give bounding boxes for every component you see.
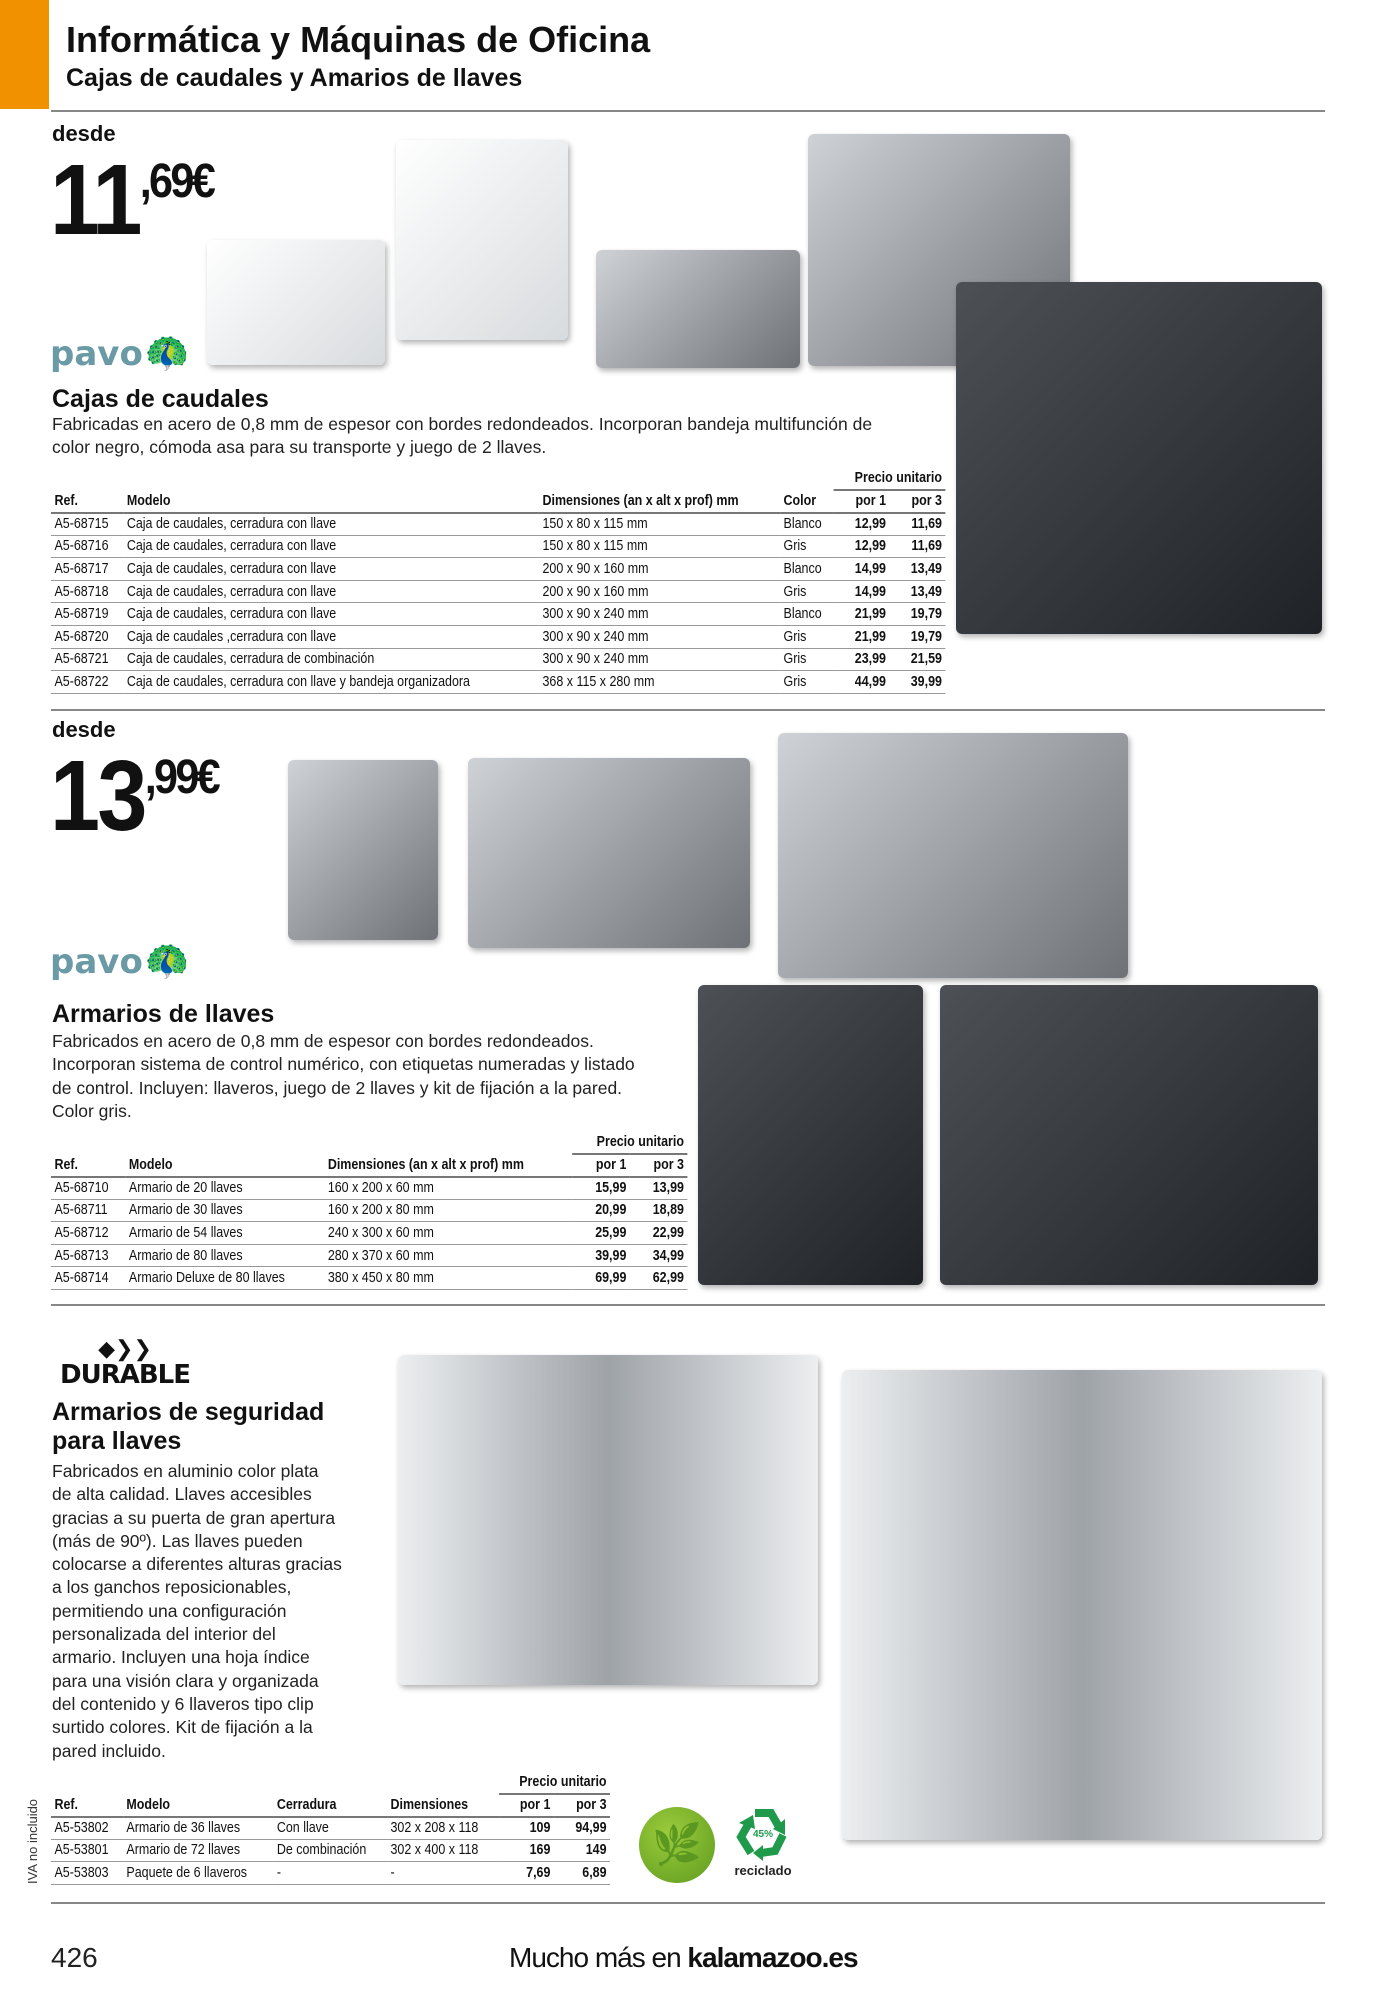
- table-cell: 21,99: [834, 603, 890, 626]
- table-cell: 23,99: [834, 648, 890, 671]
- table-cell: 39,99: [572, 1244, 630, 1267]
- table-cell: Armario de 20 llaves: [125, 1177, 324, 1200]
- table-cell: Gris: [780, 626, 833, 649]
- table-cell: Armario de 36 llaves: [123, 1817, 273, 1840]
- product-image-cash-box-white-open: [396, 140, 568, 340]
- table-cell: 39,99: [889, 671, 945, 694]
- product-table-security-cabinets: Precio unitario Ref. Modelo Cerradura Dimensiones por 1 por 3 A5-53802 Armario de 36 llaves Con llave 302 x 208 x 118 109 94,99 A5-53801 Armario de 72 llaves De combinación 302 x 400 x 118 169 149 A5-53803 Paquete de 6 llaveros - - 7,69 6,89: [51, 1770, 610, 1885]
- table-row: [51, 580, 945, 603]
- table-cell: 169: [499, 1839, 554, 1862]
- description-line: pared incluido.: [52, 1740, 166, 1761]
- table-cell: Blanco: [780, 558, 833, 581]
- product-image-security-cabinet-small: [398, 1355, 818, 1685]
- divider: [51, 1304, 1325, 1306]
- table-cell: 22,99: [630, 1222, 688, 1245]
- table-row: [51, 1267, 687, 1290]
- durable-chevron-icon: ◆❯❯: [98, 1336, 152, 1361]
- table-cell: Caja de caudales, cerradura con llave: [123, 558, 539, 581]
- table-cell: Armario de 72 llaves: [123, 1839, 273, 1862]
- table-cell: Blanco: [780, 603, 833, 626]
- description-line: para una visión clara y organizada: [52, 1670, 319, 1691]
- table-cell: 200 x 90 x 160 mm: [539, 580, 780, 603]
- description-line: Fabricados en aluminio color plata: [52, 1461, 319, 1481]
- table-cell: 160 x 200 x 60 mm: [324, 1177, 572, 1200]
- table-cell: A5-68720: [51, 626, 123, 649]
- table-cell: 18,89: [630, 1199, 688, 1222]
- table-cell: 19,79: [889, 603, 945, 626]
- description-line: colocarse a diferentes alturas gracias: [52, 1554, 342, 1575]
- table-cell: 200 x 90 x 160 mm: [539, 558, 780, 581]
- table-cell: Caja de caudales, cerradura con llave: [123, 580, 539, 603]
- table-cell: 300 x 90 x 240 mm: [539, 626, 780, 649]
- table-cell: 302 x 208 x 118: [387, 1817, 499, 1840]
- table-cell: Gris: [780, 648, 833, 671]
- table-cell: 150 x 80 x 115 mm: [539, 513, 780, 536]
- table-cell: 280 x 370 x 60 mm: [324, 1244, 572, 1267]
- divider: [51, 709, 1325, 711]
- table-cell: 13,49: [889, 580, 945, 603]
- table-cell: 11,69: [889, 535, 945, 558]
- table-cell: Armario de 80 llaves: [125, 1244, 324, 1267]
- description-line: personalizada del interior del: [52, 1624, 276, 1645]
- table-cell: Caja de caudales, cerradura con llave y bandeja organizadora: [123, 671, 539, 694]
- table-row: [51, 535, 945, 558]
- table-cell: A5-68722: [51, 671, 123, 694]
- product-image-cash-box-grey: [596, 250, 800, 368]
- table-cell: A5-53802: [51, 1817, 123, 1840]
- table-cell: Caja de caudales, cerradura con llave: [123, 603, 539, 626]
- table-cell: Armario de 30 llaves: [125, 1199, 324, 1222]
- vat-note: IVA no incluido: [25, 1798, 40, 1884]
- table-cell: A5-68711: [51, 1199, 125, 1222]
- product-image-cash-box-white-small: [207, 240, 385, 365]
- table-cell: Gris: [780, 535, 833, 558]
- recycled-percent: 45%: [752, 1829, 773, 1840]
- price-from: [50, 740, 218, 852]
- recycle-icon: [733, 1805, 793, 1863]
- durable-logo: ◆❯❯ DURABLE: [50, 1338, 200, 1390]
- table-row: [51, 1244, 687, 1267]
- table-cell: 150 x 80 x 115 mm: [539, 535, 780, 558]
- table-cell: Blanco: [780, 513, 833, 536]
- product-image-key-cabinet-open: [468, 758, 750, 948]
- table-cell: Con llave: [273, 1817, 387, 1840]
- table-cell: 6,89: [554, 1862, 610, 1885]
- product-image-key-cabinet-deluxe-closed: [698, 985, 923, 1285]
- table-cell: 44,99: [834, 671, 890, 694]
- table-cell: A5-68714: [51, 1267, 125, 1290]
- table-cell: 62,99: [630, 1267, 688, 1290]
- table-cell: A5-68717: [51, 558, 123, 581]
- table-cell: Caja de caudales, cerradura con llave: [123, 513, 539, 536]
- table-cell: -: [387, 1862, 499, 1885]
- table-cell: Armario Deluxe de 80 llaves: [125, 1267, 324, 1290]
- price-from: [50, 144, 214, 256]
- peacock-icon: 🦚: [144, 333, 190, 374]
- product-image-key-cabinet-deluxe-open: [940, 985, 1318, 1285]
- description-line: armario. Incluyen una hoja índice: [52, 1647, 310, 1668]
- description-line: gracias a su puerta de gran apertura: [52, 1507, 336, 1528]
- table-cell: Caja de caudales, cerradura de combinación: [123, 648, 539, 671]
- table-row: [51, 1199, 687, 1222]
- divider: [51, 1902, 1325, 1904]
- section-description: Fabricadas en acero de 0,8 mm de espesor con bordes redondeados. Incorporan bandeja multifunción de color negro, cómoda asa para su transporte y juego de 2 llaves.: [52, 414, 873, 458]
- page-subtitle: Cajas de caudales y Amarios de llaves: [66, 64, 523, 92]
- section-heading: Armarios de llaves: [52, 1000, 275, 1028]
- table-cell: 302 x 400 x 118: [387, 1839, 499, 1862]
- table-cell: 21,59: [889, 648, 945, 671]
- table-cell: Armario de 54 llaves: [125, 1222, 324, 1245]
- table-cell: 300 x 90 x 240 mm: [539, 648, 780, 671]
- table-cell: 13,99: [630, 1177, 688, 1200]
- table-cell: 69,99: [572, 1267, 630, 1290]
- footer-tagline: Mucho más en kalamazoo.es: [509, 1942, 858, 1973]
- table-cell: 149: [554, 1839, 610, 1862]
- table-cell: 7,69: [499, 1862, 554, 1885]
- table-cell: -: [273, 1862, 387, 1885]
- price-decimal: ,99€: [144, 751, 218, 804]
- price-from-label: desde: [52, 717, 116, 742]
- page-title: Informática y Máquinas de Oficina: [66, 19, 651, 60]
- price-integer: 13: [50, 740, 145, 852]
- table-cell: 240 x 300 x 60 mm: [324, 1222, 572, 1245]
- table-cell: Caja de caudales, cerradura con llave: [123, 535, 539, 558]
- table-row: [51, 648, 945, 671]
- table-cell: Caja de caudales ,cerradura con llave: [123, 626, 539, 649]
- table-row: [51, 1817, 610, 1840]
- table-cell: 14,99: [834, 580, 890, 603]
- table-cell: A5-68712: [51, 1222, 125, 1245]
- section-color-tab: [0, 0, 49, 109]
- table-cell: A5-53803: [51, 1862, 123, 1885]
- table-cell: De combinación: [273, 1839, 387, 1862]
- product-image-cash-box-organizer: [956, 282, 1322, 634]
- price-integer: 11: [50, 144, 140, 256]
- table-row: [51, 558, 945, 581]
- table-cell: Gris: [780, 671, 833, 694]
- description-line: surtido colores. Kit de fijación a la: [52, 1717, 313, 1738]
- section-description: Fabricados en acero de 0,8 mm de espesor con bordes redondeados. Incorporan sistema de control numérico, con etiquetas numeradas y listado de control. Incluyen: llaveros, juego de 2 llaves y kit de fijación a la pared. Color gris.: [52, 1031, 635, 1121]
- section-description: [52, 1460, 342, 1763]
- table-cell: 380 x 450 x 80 mm: [324, 1267, 572, 1290]
- website-link[interactable]: kalamazoo.es: [687, 1942, 858, 1973]
- description-line: (más de 90º). Las llaves pueden: [52, 1530, 303, 1551]
- table-cell: A5-68721: [51, 648, 123, 671]
- table-row: [51, 603, 945, 626]
- table-cell: 15,99: [572, 1177, 630, 1200]
- table-row: [51, 513, 945, 536]
- table-row: [51, 1839, 610, 1862]
- pavo-logo: pavo🦚: [50, 941, 190, 982]
- table-row: [51, 1862, 610, 1885]
- section-heading: Armarios de seguridad para llaves: [52, 1398, 325, 1455]
- table-cell: A5-68716: [51, 535, 123, 558]
- product-image-key-cabinet-large-open: [778, 733, 1128, 978]
- table-cell: 20,99: [572, 1199, 630, 1222]
- table-cell: 160 x 200 x 80 mm: [324, 1199, 572, 1222]
- description-line: permitiendo una configuración: [52, 1600, 287, 1621]
- product-table-key-cabinets: Precio unitario Ref. Modelo Dimensiones (an x alt x prof) mm por 1 por 3 A5-68710 Armario de 20 llaves 160 x 200 x 60 mm 15,99 13,99 A5-68711 Armario de 30 llaves 160 x 200 x 80 mm 20,99 18,89 A5-68712 Armario de 54 llaves 240 x 300 x 60 mm 25,99 22,99 A5-68713 Armario de 80 llaves 280 x 370 x 60 mm 39,99 34,99 A5-68714 Armario Deluxe de 80 llaves 380 x 450 x 80 mm 69,99 62,99: [51, 1130, 687, 1290]
- price-from-label: desde: [52, 121, 116, 146]
- table-cell: A5-68710: [51, 1177, 125, 1200]
- table-row: [51, 1222, 687, 1245]
- product-image-key-cabinet-closed: [288, 760, 438, 940]
- table-cell: 21,99: [834, 626, 890, 649]
- table-cell: 109: [499, 1817, 554, 1840]
- peacock-icon: 🦚: [144, 941, 190, 982]
- recycled-badge: [728, 1805, 798, 1878]
- table-cell: Paquete de 6 llaveros: [123, 1862, 273, 1885]
- table-row: [51, 671, 945, 694]
- table-cell: A5-68719: [51, 603, 123, 626]
- page-number: 426: [51, 1942, 98, 1973]
- description-line: a los ganchos reposicionables,: [52, 1577, 292, 1598]
- description-line: de alta calidad. Llaves accesibles: [52, 1484, 312, 1505]
- divider: [51, 110, 1325, 112]
- table-cell: Gris: [780, 580, 833, 603]
- pavo-logo: pavo🦚: [50, 333, 190, 374]
- table-cell: 368 x 115 x 280 mm: [539, 671, 780, 694]
- table-cell: 94,99: [554, 1817, 610, 1840]
- table-cell: A5-68713: [51, 1244, 125, 1267]
- table-cell: 25,99: [572, 1222, 630, 1245]
- product-image-security-cabinet-large: [842, 1370, 1322, 1840]
- table-cell: A5-68715: [51, 513, 123, 536]
- table-cell: 19,79: [889, 626, 945, 649]
- table-row: [51, 1177, 687, 1200]
- section-heading: Cajas de caudales: [52, 385, 269, 413]
- price-decimal: ,69€: [139, 155, 214, 208]
- eco-leaf-icon: 🌿: [639, 1807, 715, 1883]
- description-line: del contenido y 6 llaveros tipo clip: [52, 1693, 314, 1714]
- table-cell: A5-68718: [51, 580, 123, 603]
- table-cell: 300 x 90 x 240 mm: [539, 603, 780, 626]
- table-cell: 12,99: [834, 535, 890, 558]
- table-cell: 12,99: [834, 513, 890, 536]
- table-cell: 14,99: [834, 558, 890, 581]
- table-cell: A5-53801: [51, 1839, 123, 1862]
- recycled-label: reciclado: [734, 1863, 792, 1878]
- table-cell: 11,69: [889, 513, 945, 536]
- table-cell: 13,49: [889, 558, 945, 581]
- product-table-cash-boxes: Precio unitario Ref. Modelo Dimensiones (an x alt x prof) mm Color por 1 por 3 A5-68715 Caja de caudales, cerradura con llave 150 x 80 x 115 mm Blanco 12,99 11,69 A5-68716 Caja de caudales, cerradura con llave 150 x 80 x 115 mm Gris 12,99 11,69 A5-68717 Caja de caudales, cerradura con llave 200 x 90 x 160 mm Blanco 14,99 13,49 A5-68718 Caja de caudales, cerradura con llave 200 x 90 x 160 mm Gris 14,99 13,49 A5-68719 Caja de caudales, cerradura con llave 300 x 90 x 240 mm Blanco 21,99 19,79 A5-68720 Caja de caudales ,cerradura con llave 300 x 90 x 240 mm Gris 21,99 19,79 A5-68721 Caja de caudales, cerradura de combinación 300 x 90 x 240 mm Gris 23,99 21,59 A5-68722 Caja de caudales, cerradura con llave y bandeja organizadora 368 x 115 x 280 mm Gris 44,99 39,99: [51, 466, 945, 694]
- table-cell: 34,99: [630, 1244, 688, 1267]
- table-row: [51, 626, 945, 649]
